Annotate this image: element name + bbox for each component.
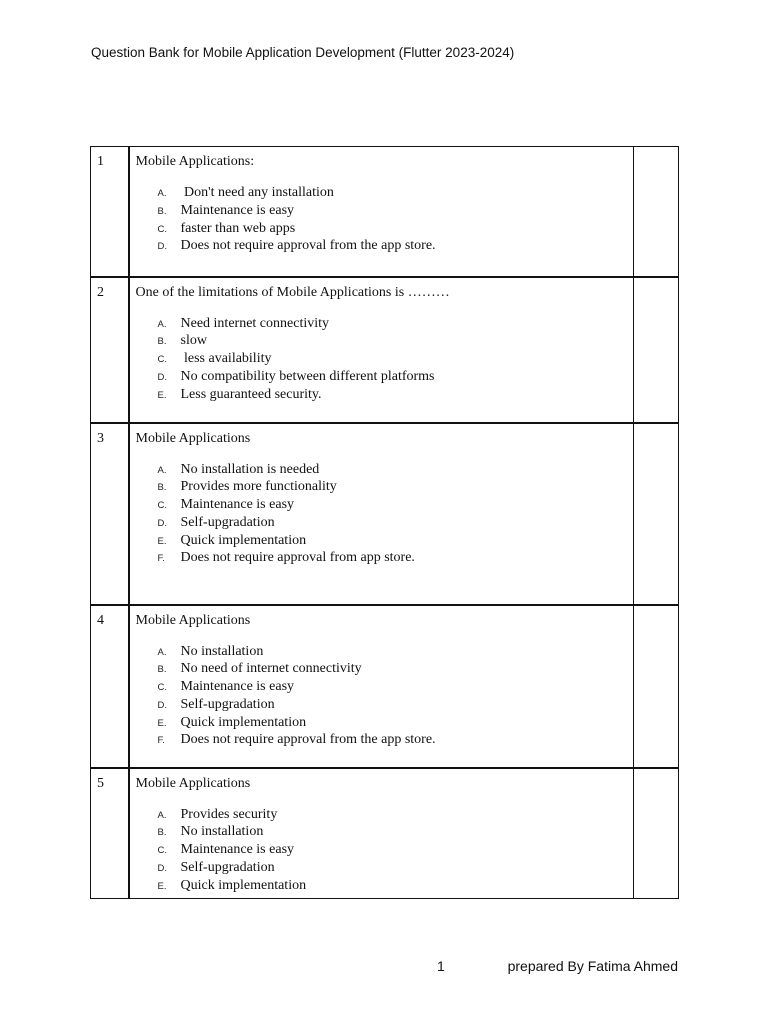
option-item: [158, 533, 628, 551]
option-letter: D.: [157, 371, 167, 383]
option-letter: D.: [157, 862, 167, 874]
question-number: 1: [91, 147, 129, 277]
question-text: Mobile Applications: [135, 612, 251, 628]
option-item: [158, 333, 628, 351]
option-item: [158, 369, 628, 387]
option-text: Does not require approval from app store.: [180, 550, 415, 566]
option-item: [158, 715, 628, 733]
option-letter: E.: [157, 535, 167, 547]
question-row: [91, 423, 679, 605]
option-item: [158, 238, 628, 256]
options-list: [136, 185, 628, 256]
option-item: [158, 550, 628, 568]
question-cell: [129, 605, 634, 768]
option-item: [158, 351, 628, 369]
option-item: [158, 661, 628, 679]
option-text: Self-upgradation: [180, 859, 275, 875]
option-letter: D.: [157, 699, 167, 711]
options-list: [136, 316, 628, 405]
option-letter: F.: [157, 553, 165, 565]
option-text: No installation: [180, 824, 264, 840]
option-item: [158, 387, 628, 405]
question-cell: [129, 277, 634, 423]
option-item: [158, 697, 628, 715]
option-item: [158, 842, 628, 860]
option-text: Provides more functionality: [180, 479, 337, 495]
option-letter: B.: [157, 205, 167, 217]
option-item: [158, 807, 628, 825]
option-letter: B.: [157, 336, 167, 348]
option-item: [158, 824, 628, 842]
option-letter: A.: [157, 809, 167, 821]
option-letter: A.: [157, 646, 167, 658]
question-row: [91, 277, 679, 423]
answer-cell: [634, 768, 679, 899]
option-letter: D.: [157, 241, 167, 253]
option-item: [158, 878, 628, 896]
option-item: [158, 515, 628, 533]
option-text: Does not require approval from the app store.: [180, 238, 436, 254]
answer-cell: [634, 423, 679, 605]
option-text: slow: [180, 333, 207, 349]
option-letter: A.: [157, 464, 167, 476]
option-letter: A.: [157, 188, 167, 199]
option-item: [158, 203, 628, 221]
option-text: Maintenance is easy: [180, 679, 295, 695]
option-letter: E.: [157, 389, 167, 401]
option-letter: F.: [157, 735, 165, 747]
option-text: Self-upgradation: [180, 696, 275, 712]
page-number: 1: [437, 958, 445, 974]
option-letter: C.: [157, 500, 167, 512]
option-text: Maintenance is easy: [180, 842, 295, 858]
footer-author: prepared By Fatima Ahmed: [507, 958, 678, 974]
option-letter: A.: [157, 318, 167, 330]
question-cell: [129, 423, 634, 605]
option-text: No compatibility between different platforms: [180, 368, 435, 384]
options-list: [136, 462, 628, 569]
option-text: faster than web apps: [180, 220, 296, 236]
question-table: [90, 146, 679, 899]
option-text: Provides security: [180, 806, 278, 822]
option-item: [158, 462, 628, 480]
question-row: [91, 605, 679, 768]
option-letter: C.: [157, 354, 167, 366]
option-text: Quick implementation: [180, 877, 307, 893]
question-row: [91, 147, 679, 277]
option-text: less availability: [180, 351, 272, 367]
question-text: Mobile Applications: [135, 430, 251, 446]
question-number: 5: [91, 768, 129, 899]
option-item: [158, 479, 628, 497]
options-list: [136, 807, 628, 896]
question-text: One of the limitations of Mobile Applications is ………: [135, 284, 450, 300]
option-letter: D.: [157, 517, 167, 529]
option-text: No installation: [180, 643, 264, 659]
option-text: Don't need any installation: [180, 185, 334, 200]
question-number: 4: [91, 605, 129, 768]
question-cell: [129, 147, 634, 277]
option-text: Need internet connectivity: [180, 315, 329, 331]
option-letter: B.: [157, 827, 167, 839]
question-text: Mobile Applications: [135, 775, 251, 791]
answer-cell: [634, 605, 679, 768]
option-item: [158, 679, 628, 697]
option-text: Does not require approval from the app store.: [180, 732, 436, 748]
option-item: [158, 860, 628, 878]
option-letter: C.: [157, 845, 167, 857]
option-letter: E.: [157, 717, 167, 729]
answer-cell: [634, 277, 679, 423]
option-item: [158, 644, 628, 662]
option-text: Quick implementation: [180, 532, 307, 548]
option-item: [158, 185, 628, 203]
option-letter: C.: [157, 682, 167, 694]
document-header: Question Bank for Mobile Application Development (Flutter 2023-2024): [91, 45, 515, 60]
option-item: [158, 732, 628, 750]
question-row: [91, 768, 679, 899]
option-item: [158, 221, 628, 239]
option-letter: E.: [157, 880, 167, 892]
option-letter: C.: [157, 223, 167, 235]
question-cell: [129, 768, 634, 899]
option-letter: B.: [157, 482, 167, 494]
option-text: No need of internet connectivity: [180, 661, 362, 677]
option-text: No installation is needed: [180, 461, 320, 477]
options-list: [136, 644, 628, 751]
option-text: Less guaranteed security.: [180, 386, 322, 402]
question-number: 3: [91, 423, 129, 605]
option-text: Self-upgradation: [180, 514, 275, 530]
option-letter: B.: [157, 664, 167, 676]
question-text: Mobile Applications:: [135, 154, 255, 169]
option-item: [158, 316, 628, 334]
option-text: Quick implementation: [180, 714, 307, 730]
option-text: Maintenance is easy: [180, 202, 295, 218]
option-item: [158, 497, 628, 515]
answer-cell: [634, 147, 679, 277]
question-number: 2: [91, 277, 129, 423]
option-text: Maintenance is easy: [180, 497, 295, 513]
